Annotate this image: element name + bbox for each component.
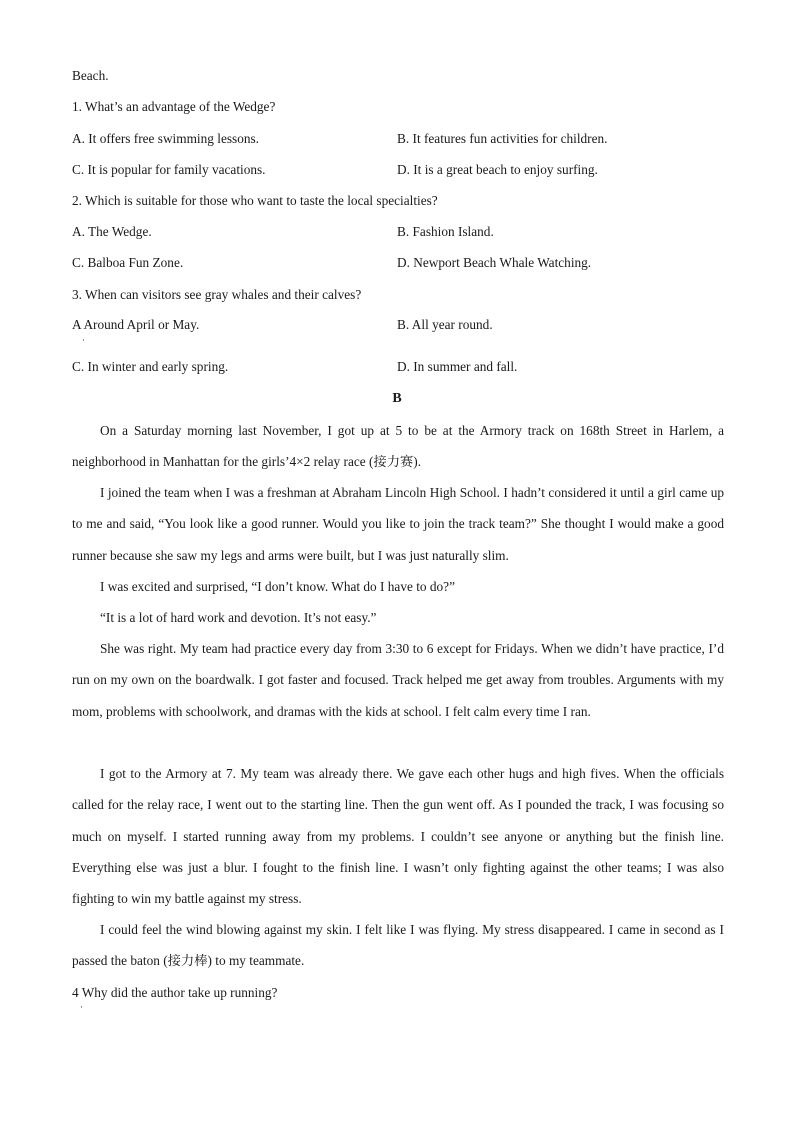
question-3-option-a: A Around April or May. (72, 317, 200, 332)
question-2-option-b: B. Fashion Island. (397, 224, 494, 239)
passage-paragraph-6: I got to the Armory at 7. My team was already there. We gave each other hugs and high fives. When the officials called for the relay race, I went out to the starting line. Then the gun went off. As I pounded the track, I was focusing so much on myself. I started running away from my problems. I couldn’t see anyone or anything but the finish line. Everything else was just a blur. I fought to the finish line. I wasn’t only fighting against the other teams; I was also fighting to win my battle against my stress. (72, 766, 724, 907)
question-1-option-c: C. It is popular for family vacations. (72, 162, 266, 177)
question-2-stem: 2. Which is suitable for those who want to taste the local specialties? (72, 193, 438, 208)
question-3-option-c: C. In winter and early spring. (72, 359, 229, 374)
stray-dot-mark: · (82, 335, 85, 345)
question-1-option-b: B. It features fun activities for children. (397, 131, 608, 146)
question-1-option-a: A. It offers free swimming lessons. (72, 131, 259, 146)
passage-paragraph-4: “It is a lot of hard work and devotion. It’s not easy.” (100, 610, 377, 625)
question-2-option-d: D. Newport Beach Whale Watching. (397, 255, 592, 270)
question-1-option-d: D. It is a great beach to enjoy surfing. (397, 162, 598, 177)
passage-paragraph-7: I could feel the wind blowing against my skin. I felt like I was flying. My stress disappeared. I came in second as I passed the baton (接力棒) to my teammate. (72, 922, 724, 969)
question-2-option-c: C. Balboa Fun Zone. (72, 255, 184, 270)
question-3-option-d: D. In summer and fall. (397, 359, 518, 374)
question-1-stem: 1. What’s an advantage of the Wedge? (72, 99, 276, 114)
question-2-option-a: A. The Wedge. (72, 224, 152, 239)
question-3-option-b: B. All year round. (397, 317, 493, 332)
intro-tail: Beach. (72, 68, 109, 83)
section-b-heading: B (392, 391, 402, 406)
stray-dot-mark: · (80, 1002, 83, 1012)
passage-paragraph-5: She was right. My team had practice every day from 3:30 to 6 except for Fridays. When we didn’t have practice, I’d run on my own on the boardwalk. I got faster and focused. Track helped me get away from troubles. Arguments with my mom, problems with schoolwork, and dramas with the kids at school. I felt calm every time I ran. (72, 641, 724, 719)
question-3-stem: 3. When can visitors see gray whales and their calves? (72, 287, 362, 302)
passage-paragraph-2: I joined the team when I was a freshman at Abraham Lincoln High School. I hadn’t considered it until a girl came up to me and said, “You look like a good runner. Would you like to join the track team?” She thought I would make a good runner because she saw my legs and arms were built, but I was just naturally slim. (72, 485, 724, 563)
passage-paragraph-1: On a Saturday morning last November, I got up at 5 to be at the Armory track on 168th Street in Harlem, a neighborhood in Manhattan for the girls’4×2 relay race (接力赛). (72, 423, 724, 470)
passage-paragraph-3: I was excited and surprised, “I don’t know. What do I have to do?” (100, 579, 455, 594)
question-4-stem: 4 Why did the author take up running? (72, 985, 278, 1000)
